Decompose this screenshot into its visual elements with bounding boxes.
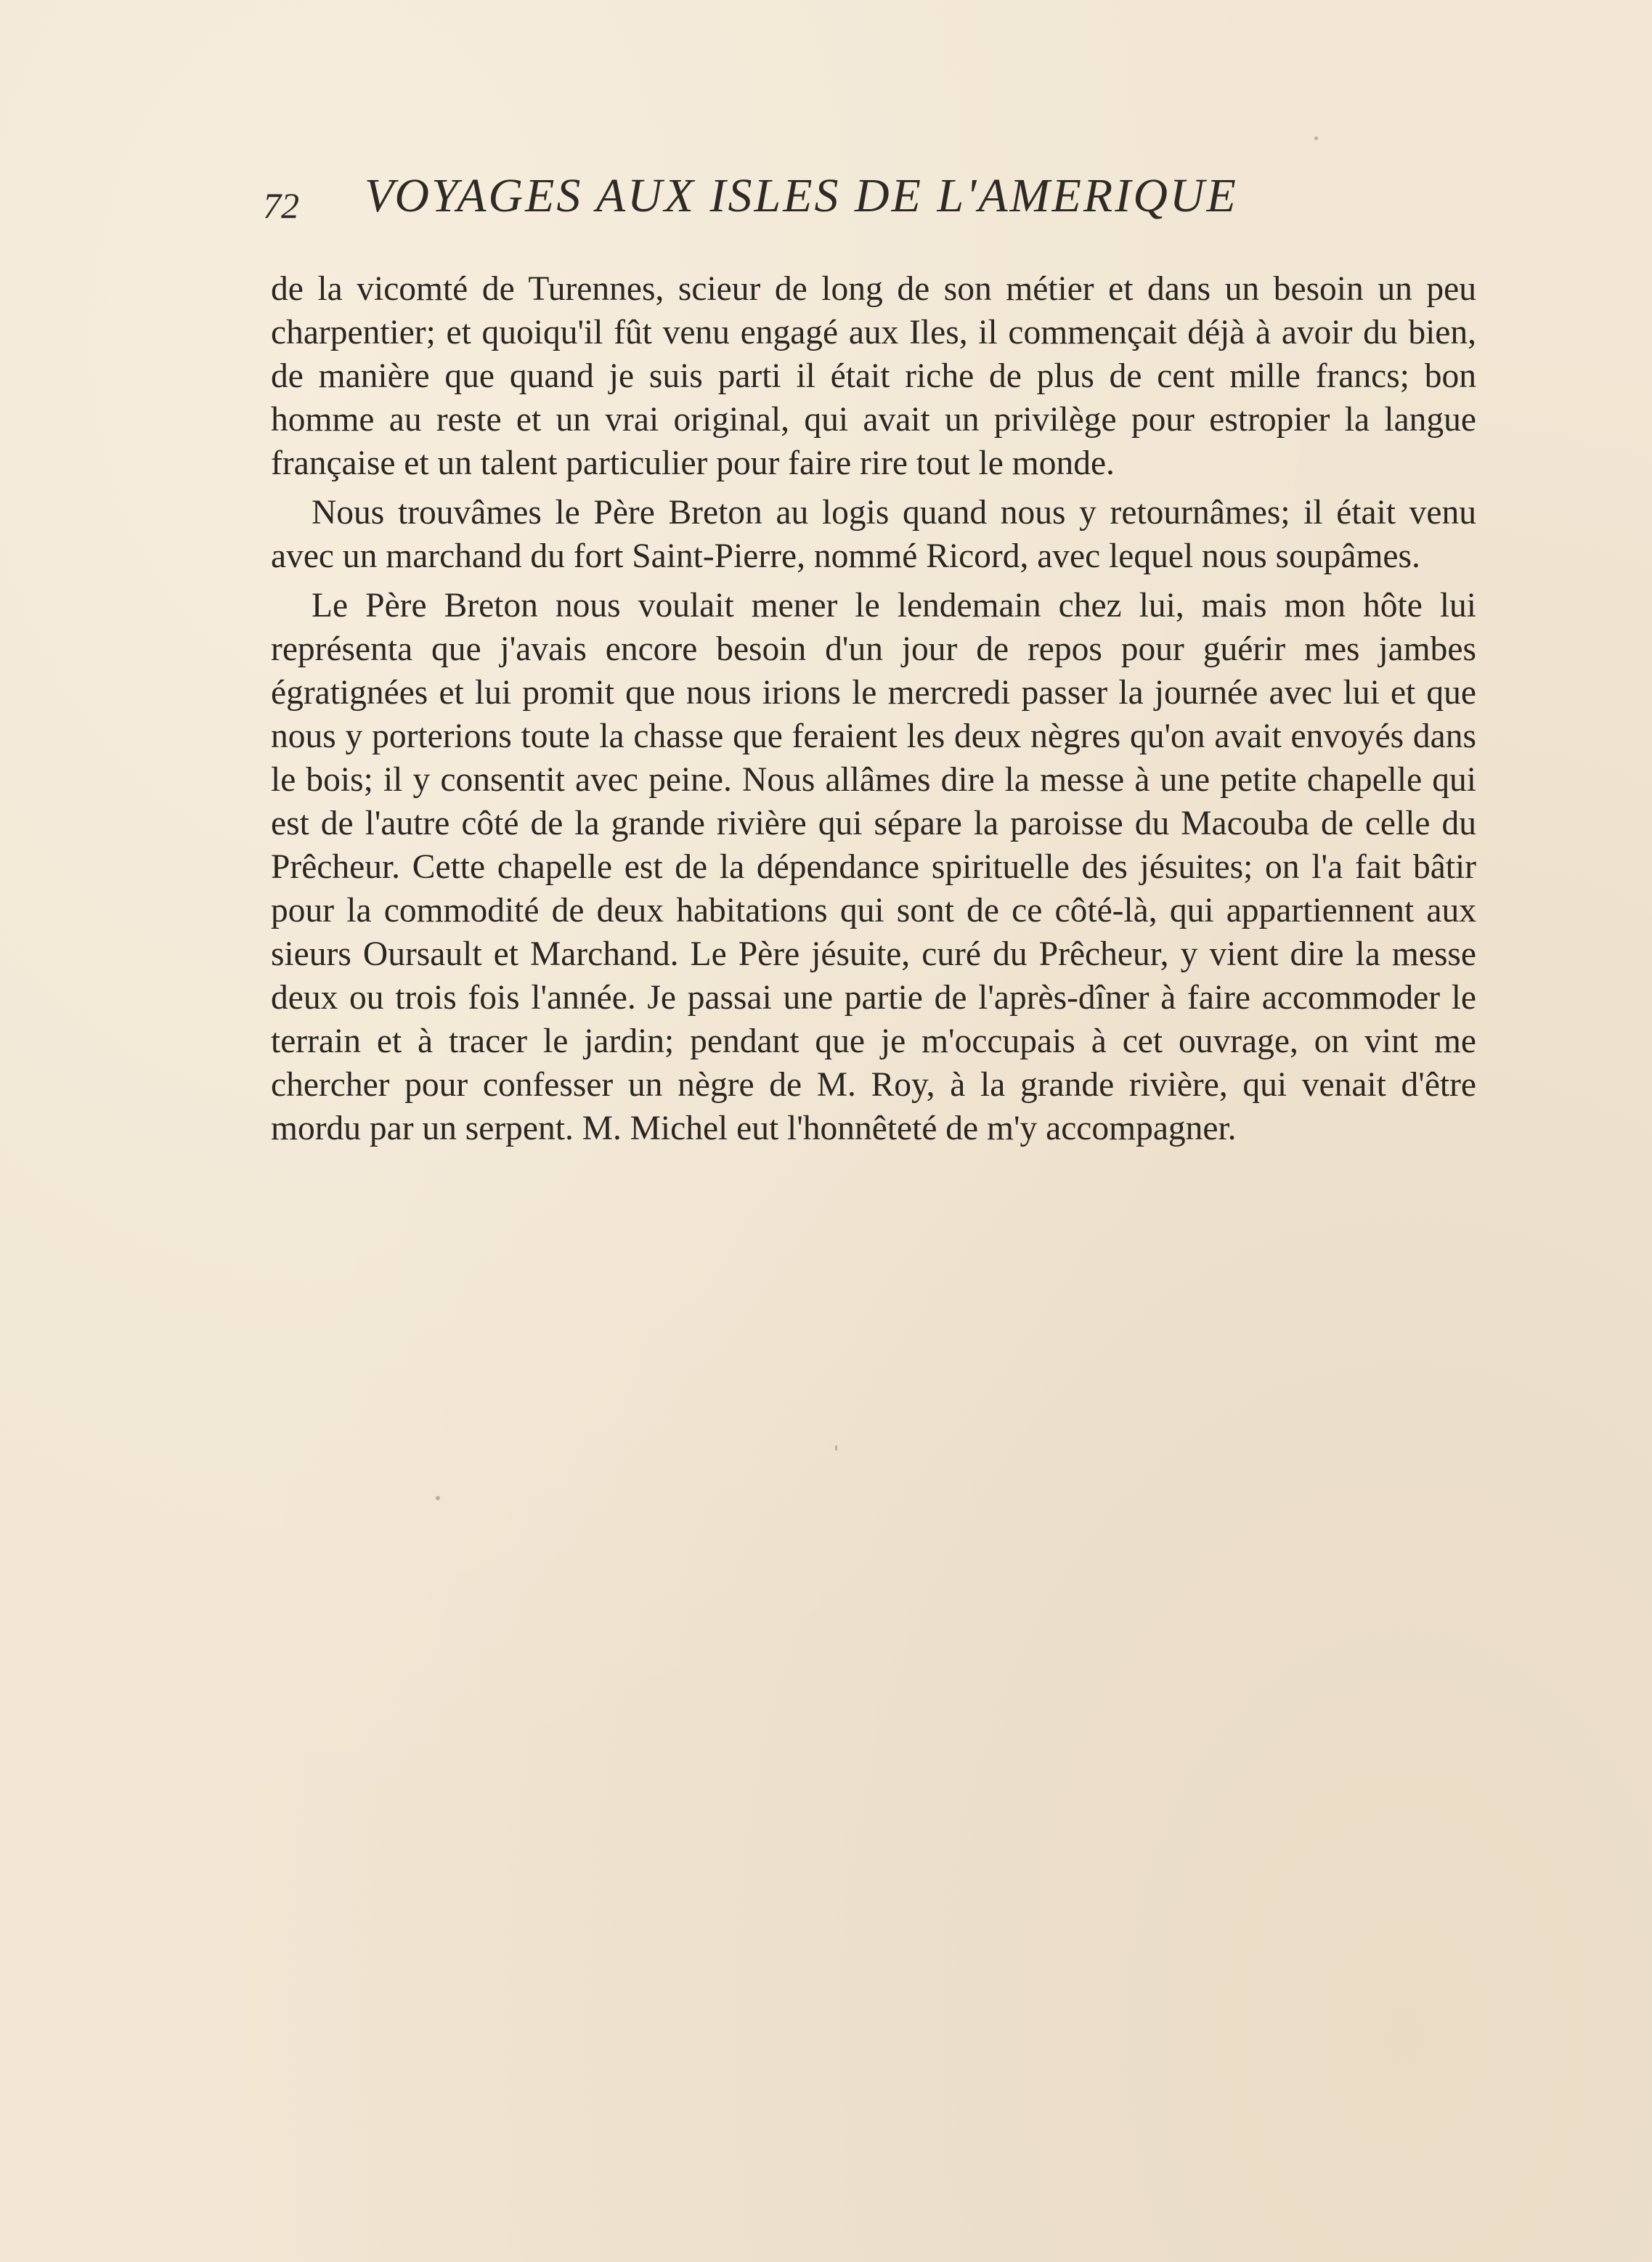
paper-speck — [1314, 137, 1318, 140]
paragraph-2: Nous trouvâmes le Père Breton au logis quand nous y retournâmes; il était venu avec un marchand du fort Saint-Pierre, nommé Ricord, avec lequel nous soupâmes. — [271, 494, 1476, 575]
page-number: 72 — [263, 185, 299, 226]
paper-speck — [436, 1496, 440, 1500]
paragraph-3: Le Père Breton nous voulait mener le lendemain chez lui, mais mon hôte lui représenta que j'avais encore besoin d'un jour de repos pour guérir mes jambes égratignées et lui promit que nous irions le mercredi passer la journée avec lui et que nous y porterions toute la chasse que feraient les deux nègres qu'on avait envoyés dans le bois; il y consentit avec peine. Nous allâmes dire la messe à une petite chapelle qui est de l'autre côté de la grande rivière qui sépare la paroisse du Macouba de celle du Prêcheur. Cette chapelle est de la dépendance spirituelle des jésuites; on l'a fait bâtir pour la commodité de deux habitations qui sont de ce côté-là, qui appartiennent aux sieurs Oursault et Marchand. Le Père jésuite, curé du Prêcheur, y vient dire la messe deux ou trois fois l'année. Je passai une partie de l'après-dîner à faire accommoder le terrain et à tracer le jardin; pendant que je m'occupais à cet ouvrage, on vint me chercher pour confesser un nègre de M. Roy, à la grande rivière, qui venait d'être mordu par un serpent. M. Michel eut l'honnêteté de m'y accompagner. — [271, 587, 1476, 1147]
paper-speck — [835, 1445, 837, 1451]
running-head — [263, 168, 1396, 234]
book-title: VOYAGES AUX ISLES DE L'AMERIQUE — [365, 169, 1238, 222]
body-text — [271, 267, 1476, 1156]
paragraph-1: de la vicomté de Turennes, scieur de long de son métier et dans un besoin un peu charpentier; et quoiqu'il fût venu engagé aux Iles, il commençait déjà à avoir du bien, de manière que quand je suis parti il était riche de plus de cent mille francs; bon homme au reste et un vrai original, qui avait un privilège pour estropier la langue française et un talent particulier pour faire rire tout le monde. — [271, 270, 1476, 482]
